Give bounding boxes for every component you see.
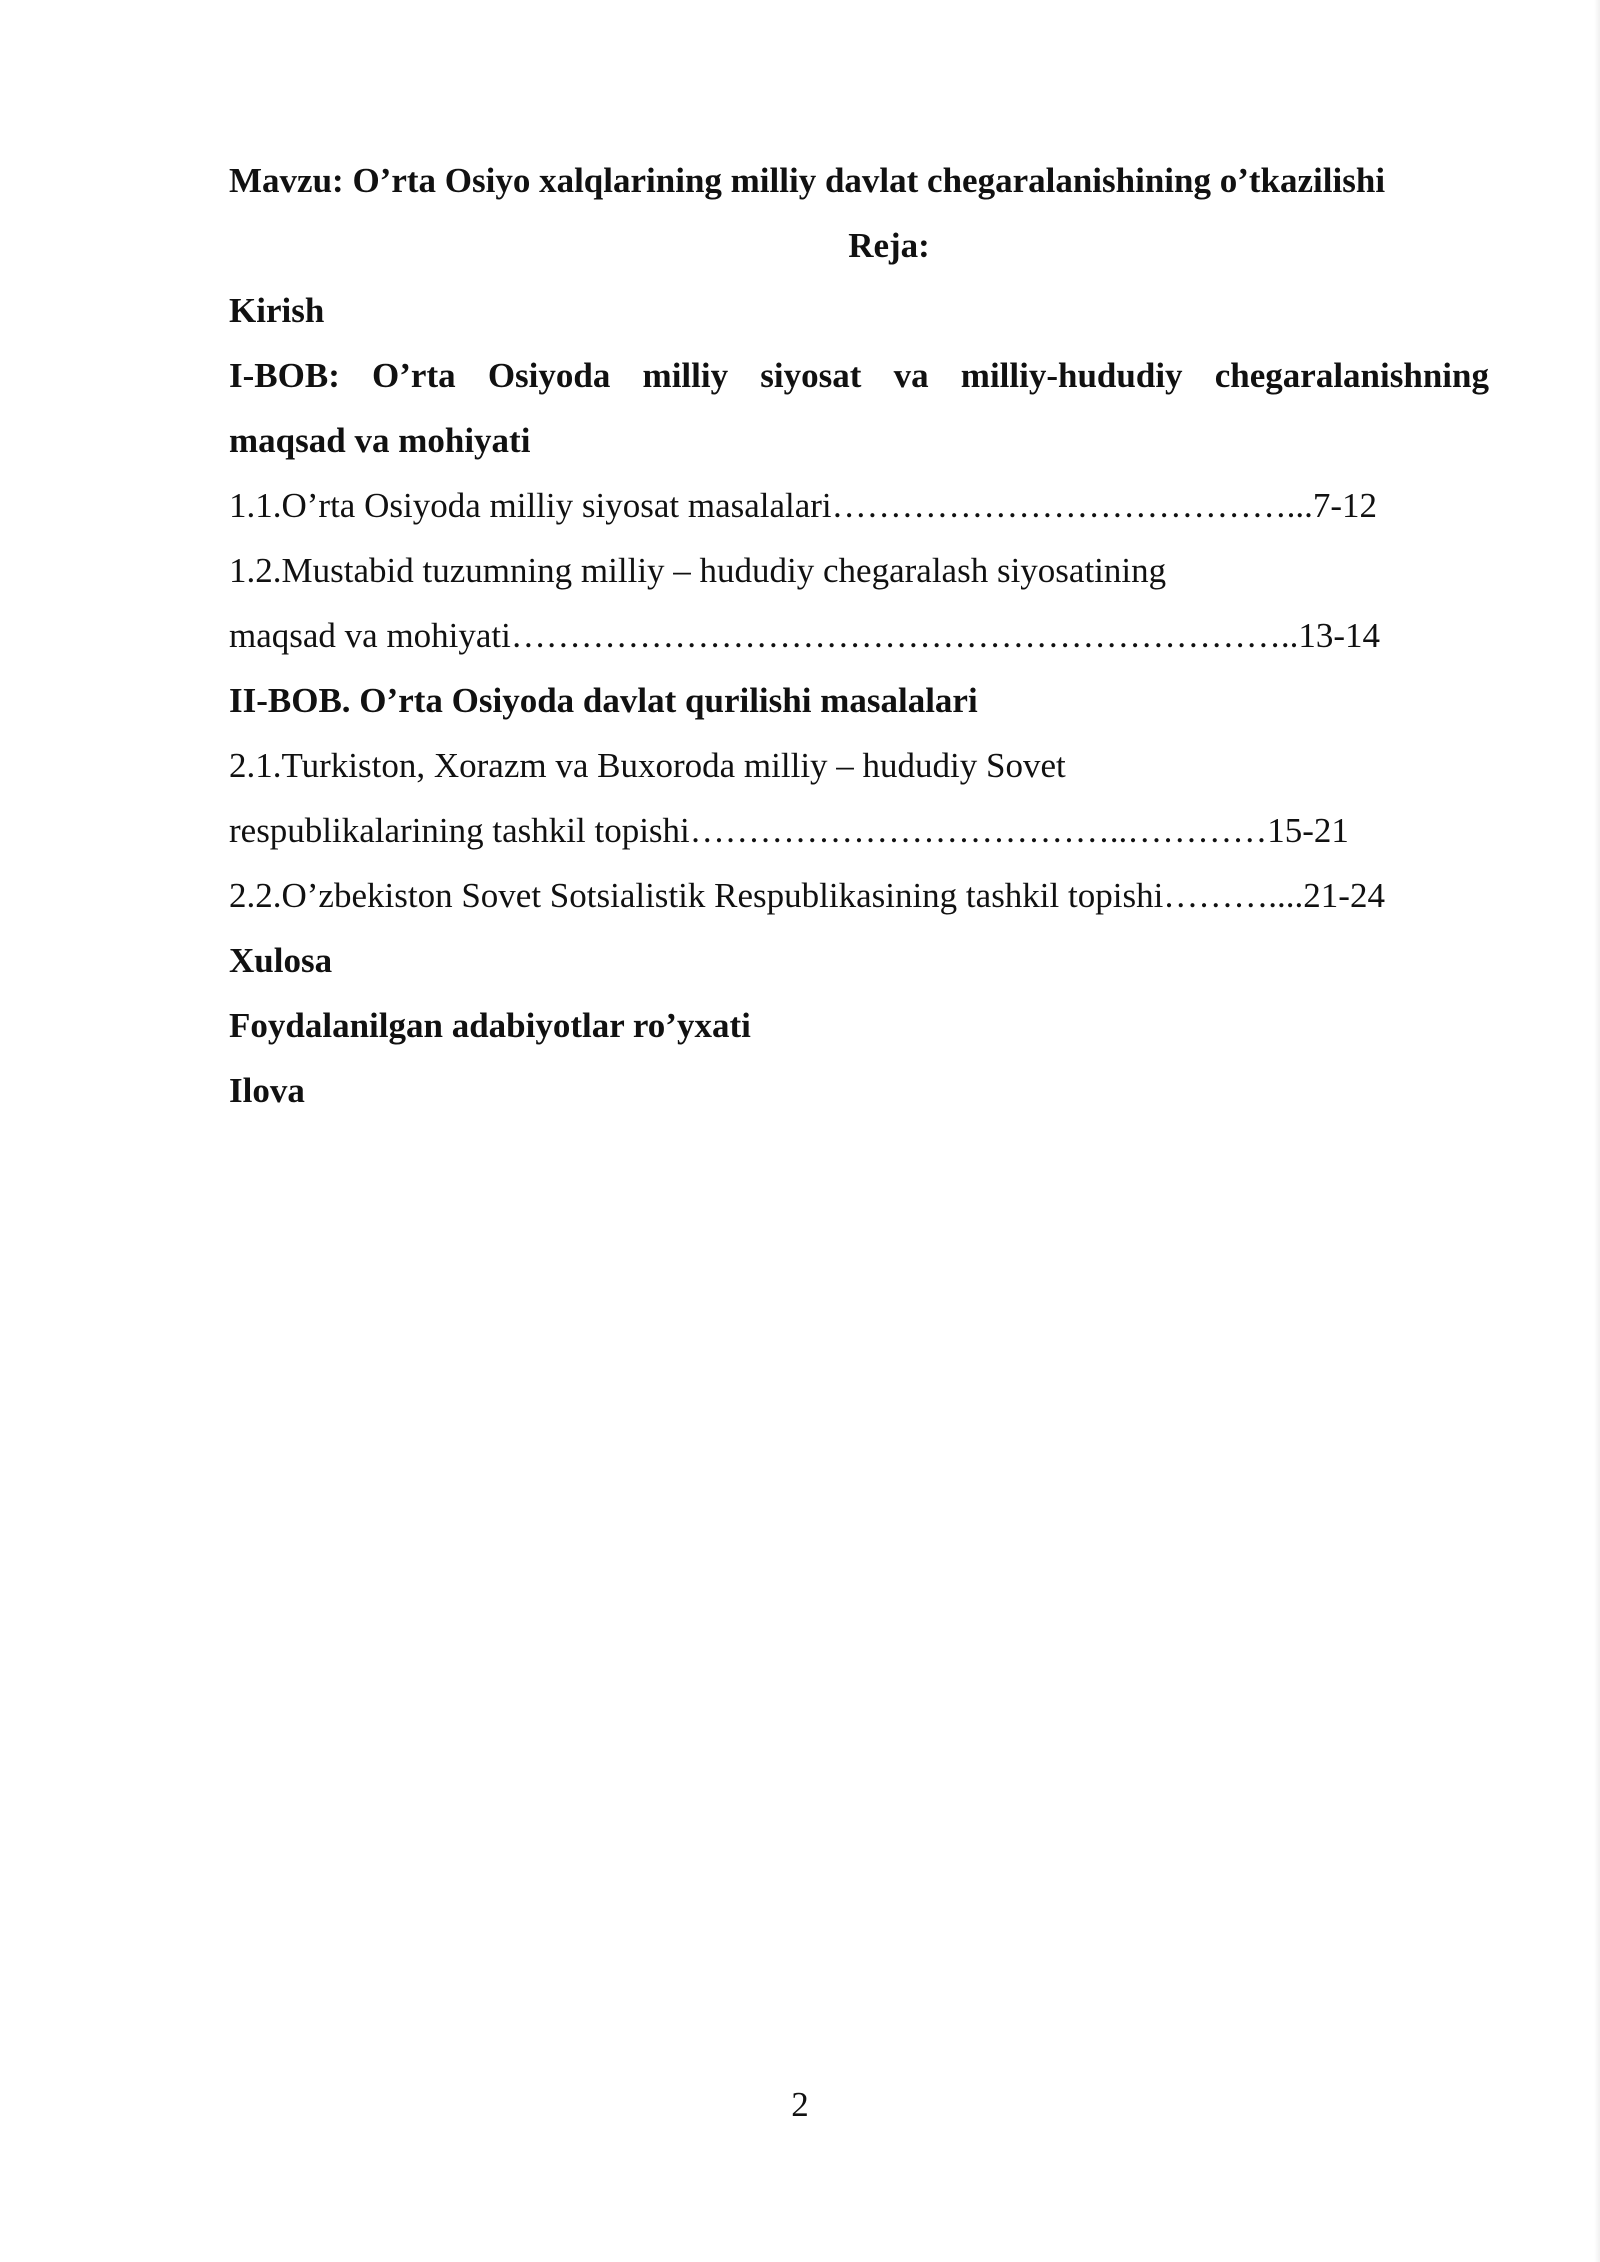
toc-conclusion: Xulosa — [229, 941, 333, 980]
chapter-1-word: O’rta — [372, 356, 456, 395]
toc-item-1-2-line-1: 1.2.Mustabid tuzumning milliy – hududiy chegaralash siyosatining — [229, 551, 1167, 590]
page-number: 2 — [791, 2085, 809, 2124]
toc-intro: Kirish — [229, 291, 325, 330]
chapter-1-word: I-BOB: — [229, 356, 340, 395]
toc-item-1-1: 1.1.O’rta Osiyoda milliy siyosat masalalari…………………………………...7-12 — [229, 486, 1378, 525]
chapter-1-word: va — [893, 356, 929, 395]
chapter-1-word: chegaralanishning — [1214, 356, 1489, 395]
toc-appendix: Ilova — [229, 1071, 305, 1110]
chapter-1-word: siyosat — [760, 356, 862, 395]
toc-chapter-1-line-2: maqsad va mohiyati — [229, 421, 531, 460]
toc-chapter-1-line-1 — [229, 343, 1489, 408]
toc-references: Foydalanilgan adabiyotlar ro’yxati — [229, 1006, 751, 1045]
plan-heading: Reja: — [848, 226, 930, 265]
toc-item-1-2-line-2: maqsad va mohiyati…………………………………………………………..13-14 — [229, 616, 1381, 655]
toc-chapter-2: II-BOB. O’rta Osiyoda davlat qurilishi masalalari — [229, 681, 978, 720]
table-of-contents — [229, 148, 1489, 1123]
chapter-1-word: milliy-hududiy — [960, 356, 1183, 395]
toc-item-2-1-line-1: 2.1.Turkiston, Xorazm va Buxoroda milliy – hududiy Sovet — [229, 746, 1066, 785]
chapter-1-word: milliy — [642, 356, 729, 395]
topic-title: Mavzu: O’rta Osiyo xalqlarining milliy davlat chegaralanishining o’tkazilishi — [229, 161, 1386, 200]
chapter-1-word: Osiyoda — [487, 356, 611, 395]
toc-item-2-2: 2.2.O’zbekiston Sovet Sotsialistik Respublikasining tashkil topishi………....21-24 — [229, 876, 1385, 915]
toc-item-2-1-line-2: respublikalarining tashkil topishi………………………………..…………15-21 — [229, 811, 1349, 850]
page-edge-shadow — [1594, 0, 1600, 2262]
